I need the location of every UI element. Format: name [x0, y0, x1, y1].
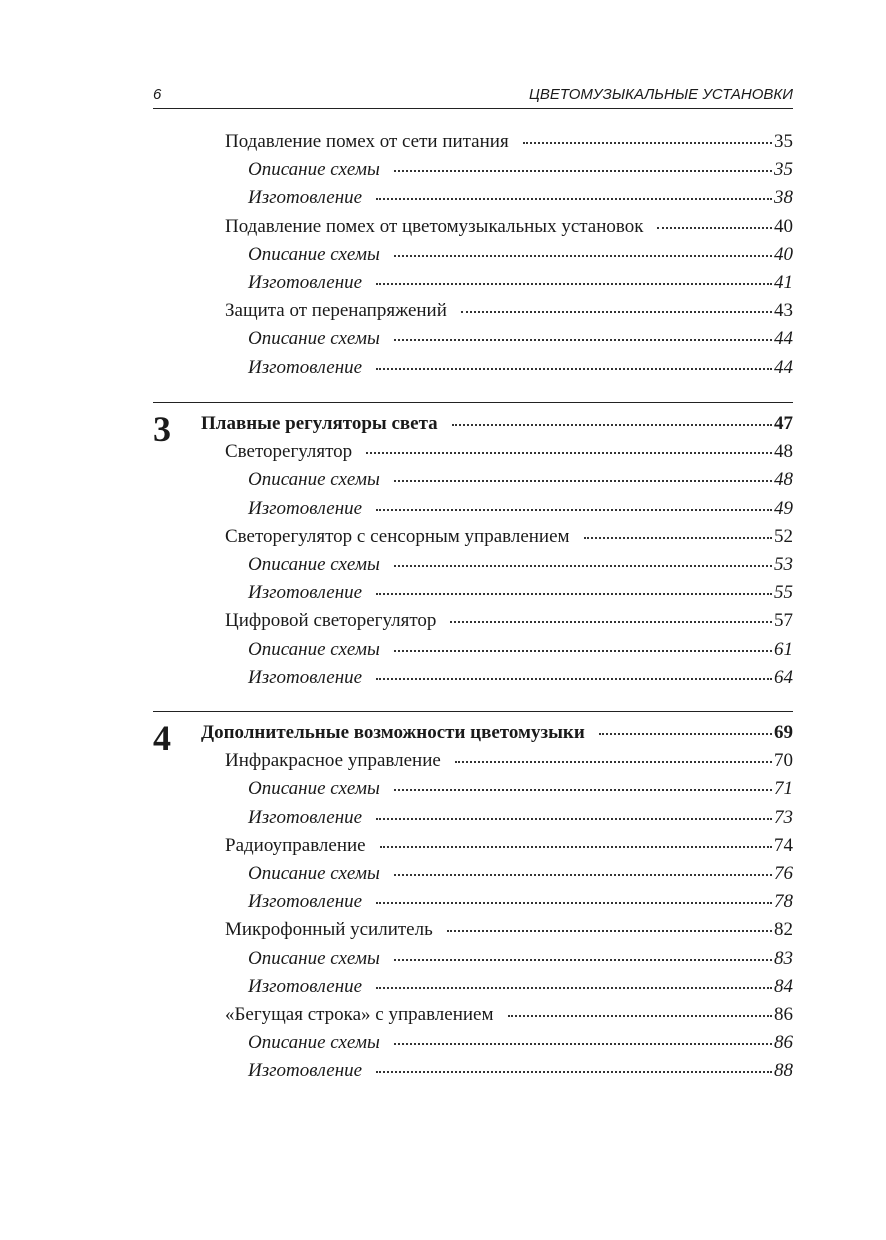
- toc-entry-label: Инфракрасное управление: [225, 750, 441, 772]
- dot-leader: [376, 677, 772, 680]
- toc-subsection-entry[interactable]: [153, 466, 793, 494]
- toc-entry-label: Светорегулятор: [225, 441, 353, 463]
- toc-page-number: 74: [774, 834, 793, 856]
- toc-subsection-entry[interactable]: [153, 269, 793, 297]
- dot-leader: [461, 310, 772, 313]
- toc-subsection-entry[interactable]: [153, 495, 793, 523]
- toc-page-number: 40: [774, 215, 793, 237]
- toc-entry-label: Описание схемы: [248, 159, 380, 181]
- toc-section-entry[interactable]: [153, 832, 793, 860]
- toc-entry-label: Изготовление: [248, 497, 363, 519]
- toc-page-number: 44: [774, 328, 793, 350]
- toc-entry-label: «Бегущая строка» с управлением: [225, 1003, 494, 1025]
- dot-leader: [394, 479, 772, 482]
- toc-entry-label: Изготовление: [248, 975, 363, 997]
- toc-entry-label: Описание схемы: [248, 243, 380, 265]
- toc-page-number: 41: [774, 271, 793, 293]
- dot-leader: [376, 367, 772, 370]
- toc-subsection-entry[interactable]: [153, 888, 793, 916]
- toc-entry-label: Радиоуправление: [225, 834, 366, 856]
- dot-leader: [455, 760, 772, 763]
- toc-subsection-entry[interactable]: [153, 775, 793, 803]
- dot-leader: [394, 338, 772, 341]
- dot-leader: [599, 732, 772, 735]
- toc-subsection-entry[interactable]: [153, 325, 793, 353]
- dot-leader: [394, 254, 772, 257]
- toc-entry-label: Плавные регуляторы света: [201, 413, 438, 434]
- toc-entries: [153, 128, 793, 382]
- toc-entry-label: Описание схемы: [248, 947, 380, 969]
- toc-subsection-entry[interactable]: [153, 945, 793, 973]
- dot-leader: [376, 817, 772, 820]
- toc-entry-label: Описание схемы: [248, 469, 380, 491]
- toc-entry-label: Изготовление: [248, 271, 363, 293]
- dot-leader: [508, 1014, 773, 1017]
- toc-section-entry[interactable]: [153, 128, 793, 156]
- dot-leader: [376, 1070, 772, 1073]
- toc-section-entry[interactable]: [153, 747, 793, 775]
- toc-chapter-3: [153, 402, 793, 692]
- toc-page-number: 40: [774, 243, 793, 265]
- dot-leader: [523, 141, 772, 144]
- toc-subsection-entry[interactable]: [153, 241, 793, 269]
- toc-entry-label: Изготовление: [248, 187, 363, 209]
- toc-page-number: 48: [774, 441, 793, 463]
- toc-chapter-title[interactable]: [153, 410, 793, 438]
- toc-page-number: 86: [774, 1032, 793, 1054]
- toc-entry-label: Изготовление: [248, 891, 363, 913]
- toc-page-number: 69: [774, 722, 793, 743]
- dot-leader: [394, 1042, 772, 1045]
- toc-page-number: 78: [774, 891, 793, 913]
- toc-subsection-entry[interactable]: [153, 1029, 793, 1057]
- toc-section-entry[interactable]: [153, 297, 793, 325]
- toc-entry-label: Микрофонный усилитель: [225, 919, 433, 941]
- toc-entry-label: Описание схемы: [248, 553, 380, 575]
- dot-leader: [450, 620, 772, 623]
- toc-page-number: 61: [774, 638, 793, 660]
- toc-subsection-entry[interactable]: [153, 636, 793, 664]
- dot-leader: [394, 873, 772, 876]
- toc-section-entry[interactable]: [153, 1001, 793, 1029]
- toc-page-number: 38: [774, 187, 793, 209]
- toc-page-number: 57: [774, 610, 793, 632]
- page-number: 6: [153, 86, 162, 103]
- dot-leader: [394, 169, 772, 172]
- toc-chapter-title[interactable]: [153, 719, 793, 747]
- running-header: [153, 84, 793, 109]
- dot-leader: [376, 282, 772, 285]
- toc-page-number: 53: [774, 553, 793, 575]
- toc-section-entry[interactable]: [153, 213, 793, 241]
- toc-entry-label: Подавление помех от сети питания: [225, 131, 509, 152]
- dot-leader: [366, 451, 772, 454]
- toc-entry-label: Описание схемы: [248, 328, 380, 350]
- dot-leader: [380, 845, 772, 848]
- dot-leader: [376, 592, 772, 595]
- toc-page-number: 76: [774, 862, 793, 884]
- dot-leader: [452, 423, 772, 426]
- toc-page-number: 86: [774, 1003, 793, 1025]
- toc-entry-label: Подавление помех от цветомузыкальных установок: [225, 215, 644, 237]
- toc-entry-label: Дополнительные возможности цветомузыки: [201, 722, 585, 743]
- toc-subsection-entry[interactable]: [153, 973, 793, 1001]
- dot-leader: [376, 508, 772, 511]
- toc-page-number: 55: [774, 582, 793, 604]
- dot-leader: [447, 929, 772, 932]
- toc-page-number: 82: [774, 919, 793, 941]
- toc-page-number: 49: [774, 497, 793, 519]
- toc-entry-label: Изготовление: [248, 666, 363, 688]
- toc-subsection-entry[interactable]: [153, 184, 793, 212]
- dot-leader: [394, 788, 772, 791]
- chapter-number: 3: [153, 409, 171, 449]
- dot-leader: [376, 986, 772, 989]
- toc-page-number: 73: [774, 806, 793, 828]
- toc-entries: [153, 403, 793, 692]
- toc-page-number: 64: [774, 666, 793, 688]
- toc-entry-label: Изготовление: [248, 582, 363, 604]
- toc-entry-label: Описание схемы: [248, 1032, 380, 1054]
- toc-subsection-entry[interactable]: [153, 551, 793, 579]
- toc-subsection-entry[interactable]: [153, 1057, 793, 1085]
- toc-entry-label: Описание схемы: [248, 862, 380, 884]
- chapter-number: 4: [153, 718, 171, 758]
- dot-leader: [584, 536, 772, 539]
- toc-entry-label: Описание схемы: [248, 638, 380, 660]
- dot-leader: [657, 226, 772, 229]
- toc-page-number: 88: [774, 1060, 793, 1082]
- toc-section-entry[interactable]: [153, 523, 793, 551]
- toc-page-number: 35: [774, 131, 793, 152]
- toc-page-number: 43: [774, 300, 793, 322]
- toc-entry-label: Цифровой светорегулятор: [225, 610, 437, 632]
- toc-page-number: 48: [774, 469, 793, 491]
- toc-entries: [153, 712, 793, 1085]
- toc-section-continued: [153, 128, 793, 382]
- toc-subsection-entry[interactable]: [153, 579, 793, 607]
- toc-section-entry[interactable]: [153, 916, 793, 944]
- toc-subsection-entry[interactable]: [153, 156, 793, 184]
- toc-page-number: 70: [774, 750, 793, 772]
- toc-page-number: 71: [774, 778, 793, 800]
- dot-leader: [394, 564, 772, 567]
- toc-entry-label: Описание схемы: [248, 778, 380, 800]
- toc-entry-label: Изготовление: [248, 356, 363, 378]
- toc-entry-label: Защита от перенапряжений: [225, 300, 447, 322]
- toc-section-entry[interactable]: [153, 438, 793, 466]
- running-title: ЦВЕТОМУЗЫКАЛЬНЫЕ УСТАНОВКИ: [528, 86, 793, 103]
- dot-leader: [394, 958, 772, 961]
- dot-leader: [376, 197, 772, 200]
- toc-page-number: 47: [774, 413, 793, 434]
- toc-section-entry[interactable]: [153, 607, 793, 635]
- toc-page-number: 35: [774, 159, 793, 181]
- toc-page-number: 84: [774, 975, 793, 997]
- toc-subsection-entry[interactable]: [153, 804, 793, 832]
- toc-page-number: 83: [774, 947, 793, 969]
- toc-chapter-4: [153, 711, 793, 1085]
- toc-subsection-entry[interactable]: [153, 860, 793, 888]
- dot-leader: [376, 901, 772, 904]
- toc-subsection-entry[interactable]: [153, 354, 793, 382]
- toc-page-number: 44: [774, 356, 793, 378]
- toc-page-number: 52: [774, 525, 793, 547]
- dot-leader: [394, 649, 772, 652]
- toc-entry-label: Светорегулятор с сенсорным управлением: [225, 525, 570, 547]
- toc-entry-label: Изготовление: [248, 806, 363, 828]
- toc-entry-label: Изготовление: [248, 1060, 363, 1082]
- toc-subsection-entry[interactable]: [153, 664, 793, 692]
